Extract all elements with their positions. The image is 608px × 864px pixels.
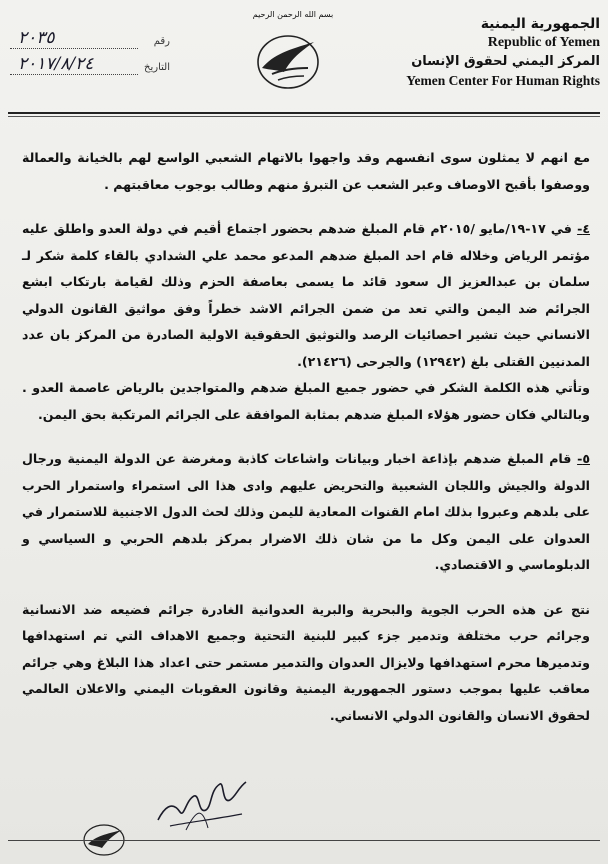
paragraph-1: مع انهم لا يمثلون سوى انفسهم وقد واجهوا بالاتهام الشعبي الواسع لهم بالخيانة والعمالة ووصفوا بأقبح الاوصاف وعبر الشعب عن التبرؤ منهم وطالب بوجوب معاقبتهم . [22, 150, 590, 192]
stamp-logo-icon [78, 818, 130, 858]
center-arabic: المركز اليمني لحقوق الإنسان [411, 54, 600, 69]
yemen-center-bird-logo-icon [248, 24, 328, 94]
handwritten-signature-icon [150, 770, 260, 840]
header-rule-thin [8, 116, 600, 117]
header-rule [8, 112, 600, 114]
item-5-text: قام المبلغ ضدهم بإذاعة اخبار وبيانات واشاعات كاذبة ومغرضة عن الدولة اليمنية ورجال الدولة والجيش واللجان الشعبية والتحريض عليهم وادى هذا الى استمراء واستمرار الحرب على بلدهم وعبروا بذلك امام القنوات المعادية لليمن وذلك لحث الدول الاجنبية للاستمرار في العدوان على اليمن وكل ما من شان ذلك الاضرار بمركز بلدهم الحربي و السياسي و الدبلوماسي و الاقتصادي. [22, 451, 590, 572]
letterhead-title [400, 14, 600, 90]
ref-number: ٢٠٣٥ [18, 28, 55, 48]
item-4-number: ٤- [577, 221, 590, 236]
item-5-number: ٥- [577, 451, 590, 466]
republic-english: Republic of Yemen [487, 35, 600, 50]
basmala: بسم الله الرحمن الرحيم [252, 10, 334, 19]
center-english: Yemen Center For Human Rights [406, 73, 600, 88]
document-body [22, 145, 590, 729]
date-value: ٢٠١٧/٨/٢٤ [18, 54, 94, 74]
republic-arabic: الجمهورية اليمنية [480, 16, 600, 32]
footer-rule [8, 840, 600, 841]
item-4-text: في ١٧-١٩/مايو /٢٠١٥م قام المبلغ ضدهم بحضور اجتماع أقيم في دولة العدو واطلق عليه مؤتمر الرياض وخلاله قام احد المبلغ ضدهم المدعو محمد علي الشدادي بالقاء كلمة شكر لـ سلمان بن عبدالعزيز ال سعود قائد ما يسمى بعاصفة الحزم وذلك لقيامة بارتكاب ابشع الجرائم ضد اليمن والتي تعد من ضمن الجرائم الاشد خطراً وفق مواثيق القانون الدولي الانساني حيث تشير احصائيات الرصد والتوثيق الحقوقية الاولية الصادرة من المركز بان عدد المدنيين القتلى بلغ (١٢٩٤٢) والجرحى (٢١٤٢٦). [22, 221, 590, 369]
item-5 [22, 446, 590, 579]
item-4-continuation: وتأتي هذه الكلمة الشكر في حضور جميع المبلغ ضدهم والمتواجدين بالرياض عاصمة العدو . وبالتالي فكان حضور هؤلاء المبلغ ضدهم بمثابة الموافقة على الجرائم المرتكبة بحق اليمن. [22, 380, 590, 422]
ref-label: رقم [153, 36, 170, 47]
closing-paragraph: نتج عن هذه الحرب الجوية والبحرية والبرية العدوانية الغادرة جرائم فضيعه ضد الانسانية وجرائم حرب مختلفة وتدمير جزء كبير للبنية التحتية وجميع الاهداف التي تم استهدافها وتدميرها محرم استهدافها ولايزال العدوان والتدمير مستمر حتى اعداد هذا البلاغ وهي جرائم معاقب عليها بموجب دستور الجمهورية اليمنية وقانون العقوبات اليمني والاعلان العالمي لحقوق الانسان والقانون الدولي الانساني. [22, 601, 590, 723]
reference-block [10, 30, 170, 82]
date-label: التاريخ [144, 62, 170, 73]
item-4 [22, 216, 590, 375]
